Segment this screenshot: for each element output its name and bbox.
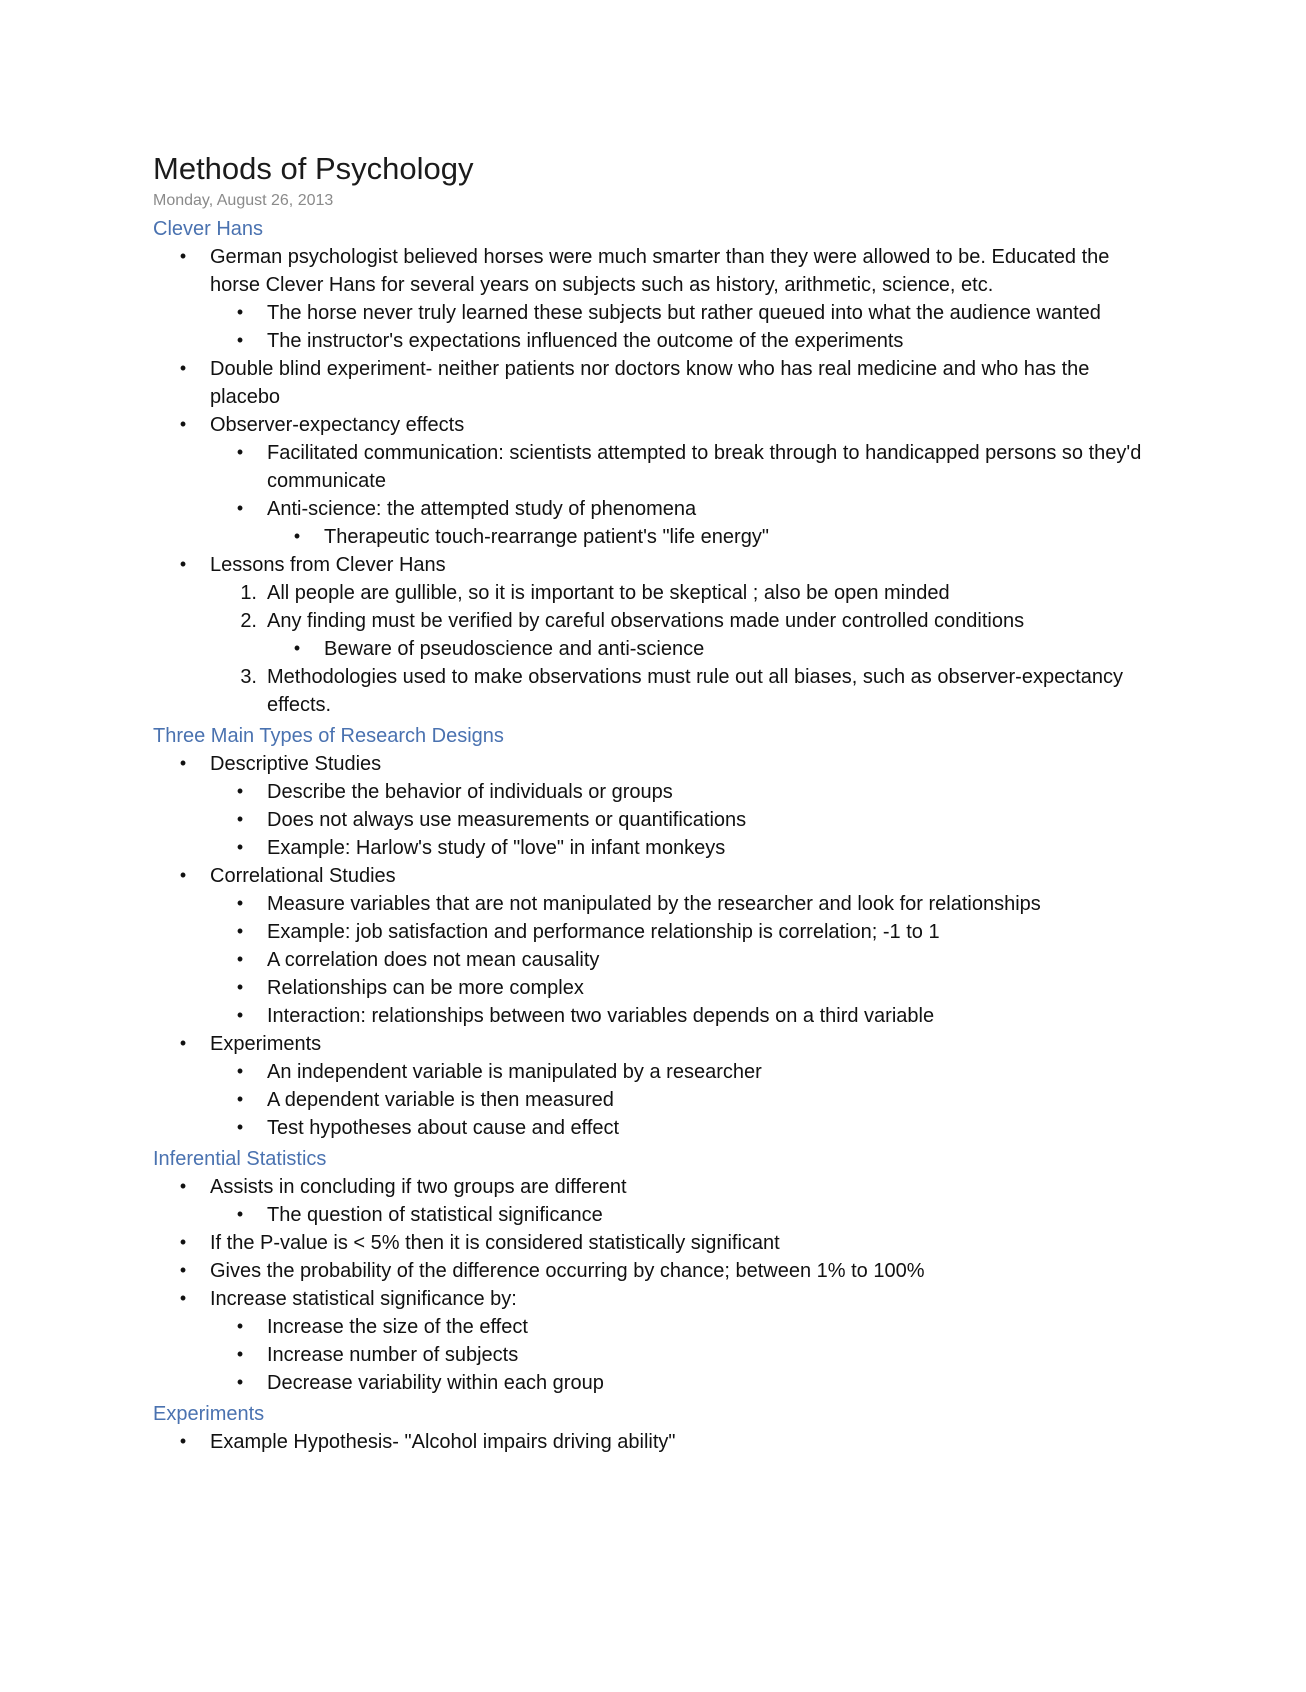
list-item <box>210 1313 1153 1341</box>
list-item-text: Experiments <box>210 1033 322 1055</box>
list-item-text: Gives the probability of the difference occurring by chance; between 1% to 100% <box>210 1260 925 1282</box>
bullet-marker: • <box>236 302 244 322</box>
bullet-marker: • <box>236 1372 244 1392</box>
list-item <box>210 806 1153 834</box>
list-item-text: Correlational Studies <box>210 865 396 887</box>
list-item-text: Any finding must be verified by careful observations made under controlled conditions <box>267 610 1025 632</box>
section-heading: Inferential Statistics <box>153 1148 327 1170</box>
bullet-marker: • <box>293 526 301 546</box>
bullet-marker: • <box>236 1089 244 1109</box>
bullet-marker: • <box>236 1061 244 1081</box>
list-item-text: Increase the size of the effect <box>267 1316 528 1338</box>
bullet-marker: • <box>236 330 244 350</box>
list-item <box>210 495 1153 551</box>
outline-section <box>153 216 1153 719</box>
list-item-text: Methodologies used to make observations must rule out all biases, such as observer-expectancy effects. <box>267 666 1124 716</box>
sections-container <box>153 216 1153 1456</box>
bullet-list <box>210 1201 1153 1229</box>
list-item-text: The question of statistical significance <box>267 1204 603 1226</box>
list-item <box>153 1030 1153 1142</box>
list-item-text: Therapeutic touch-rearrange patient's "life energy" <box>324 526 769 548</box>
list-item <box>153 862 1153 1030</box>
numbered-item <box>210 663 1153 719</box>
page-date: Monday, August 26, 2013 <box>153 192 334 209</box>
list-item <box>153 750 1153 862</box>
list-item <box>210 946 1153 974</box>
page-title: Methods of Psychology <box>153 151 474 186</box>
list-item-text: German psychologist believed horses were much smarter than they were allowed to be. Educated the horse Clever Hans for several years on subjects such as history, arithmetic, science, etc. <box>210 246 1110 296</box>
list-item-text: Increase number of subjects <box>267 1344 519 1366</box>
list-item <box>210 439 1153 495</box>
list-item <box>210 890 1153 918</box>
list-item <box>210 1058 1153 1086</box>
list-item <box>153 1229 1153 1257</box>
bullet-marker: • <box>179 1260 187 1280</box>
list-item-text: All people are gullible, so it is important to be skeptical ; also be open minded <box>267 582 950 604</box>
bullet-marker: • <box>293 638 301 658</box>
document-page <box>153 150 1153 1456</box>
list-item-text: Example: job satisfaction and performance relationship is correlation; -1 to 1 <box>267 921 940 943</box>
list-item-text: Anti-science: the attempted study of phenomena <box>267 498 697 520</box>
section-heading: Three Main Types of Research Designs <box>153 725 504 747</box>
outline-section <box>153 1401 1153 1456</box>
outline-section <box>153 723 1153 1142</box>
list-item-text: Test hypotheses about cause and effect <box>267 1117 620 1139</box>
numbered-item <box>210 579 1153 607</box>
list-item-text: Example Hypothesis- "Alcohol impairs driving ability" <box>210 1431 676 1453</box>
list-item <box>267 523 1153 551</box>
list-item <box>153 411 1153 551</box>
bullet-list <box>210 1313 1153 1397</box>
numbered-list <box>210 579 1153 719</box>
list-item <box>153 1173 1153 1229</box>
list-item <box>210 327 1153 355</box>
bullet-marker: • <box>179 414 187 434</box>
list-item <box>210 834 1153 862</box>
outline-section <box>153 1146 1153 1397</box>
list-item-text: Descriptive Studies <box>210 753 382 775</box>
bullet-marker: • <box>236 977 244 997</box>
bullet-marker: • <box>179 554 187 574</box>
bullet-list <box>153 1428 1153 1456</box>
bullet-marker: • <box>179 1431 187 1451</box>
bullet-list <box>210 778 1153 862</box>
list-item-text: Beware of pseudoscience and anti-science <box>324 638 705 660</box>
item-number: 1. <box>240 582 257 604</box>
bullet-marker: • <box>236 1316 244 1336</box>
bullet-marker: • <box>179 1033 187 1053</box>
list-item <box>210 1086 1153 1114</box>
bullet-list <box>153 1173 1153 1397</box>
bullet-marker: • <box>179 1176 187 1196</box>
bullet-list <box>153 243 1153 719</box>
list-item-text: A correlation does not mean causality <box>267 949 600 971</box>
bullet-list <box>210 1058 1153 1142</box>
list-item <box>210 778 1153 806</box>
section-heading: Experiments <box>153 1403 265 1425</box>
list-item-text: Facilitated communication: scientists attempted to break through to handicapped persons so they'd communicate <box>267 442 1142 492</box>
list-item-text: Assists in concluding if two groups are different <box>210 1176 627 1198</box>
list-item <box>153 1285 1153 1397</box>
item-number: 2. <box>240 610 257 632</box>
list-item-text: If the P-value is < 5% then it is considered statistically significant <box>210 1232 780 1254</box>
bullet-list <box>267 523 1153 551</box>
list-item <box>210 1369 1153 1397</box>
list-item-text: An independent variable is manipulated by a researcher <box>267 1061 762 1083</box>
bullet-marker: • <box>236 1344 244 1364</box>
bullet-marker: • <box>236 1005 244 1025</box>
list-item <box>210 1341 1153 1369</box>
list-item-text: Describe the behavior of individuals or groups <box>267 781 673 803</box>
list-item <box>153 243 1153 355</box>
bullet-marker: • <box>236 809 244 829</box>
bullet-marker: • <box>179 865 187 885</box>
list-item-text: Relationships can be more complex <box>267 977 584 999</box>
bullet-marker: • <box>236 1204 244 1224</box>
bullet-marker: • <box>179 246 187 266</box>
item-number: 3. <box>240 666 257 688</box>
bullet-marker: • <box>236 893 244 913</box>
list-item-text: Example: Harlow's study of "love" in infant monkeys <box>267 837 726 859</box>
list-item-text: The horse never truly learned these subjects but rather queued into what the audience wanted <box>267 302 1101 324</box>
list-item <box>153 1257 1153 1285</box>
list-item-text: Measure variables that are not manipulated by the researcher and look for relationships <box>267 893 1041 915</box>
list-item-text: Decrease variability within each group <box>267 1372 604 1394</box>
list-item <box>153 1428 1153 1456</box>
list-item <box>210 974 1153 1002</box>
list-item <box>210 1201 1153 1229</box>
list-item <box>210 1114 1153 1142</box>
bullet-marker: • <box>236 837 244 857</box>
list-item-text: The instructor's expectations influenced the outcome of the experiments <box>267 330 904 352</box>
list-item-text: Interaction: relationships between two variables depends on a third variable <box>267 1005 935 1027</box>
numbered-item <box>210 607 1153 663</box>
bullet-list <box>210 439 1153 551</box>
list-item <box>153 355 1153 411</box>
bullet-marker: • <box>236 949 244 969</box>
bullet-marker: • <box>236 442 244 462</box>
bullet-marker: • <box>236 1117 244 1137</box>
list-item <box>210 1002 1153 1030</box>
bullet-marker: • <box>236 781 244 801</box>
bullet-list <box>210 890 1153 1030</box>
bullet-marker: • <box>179 753 187 773</box>
bullet-list <box>210 299 1153 355</box>
list-item-text: Increase statistical significance by: <box>210 1288 517 1310</box>
bullet-marker: • <box>236 498 244 518</box>
list-item-text: Double blind experiment- neither patients nor doctors know who has real medicine and who has the placebo <box>210 358 1090 408</box>
list-item <box>210 299 1153 327</box>
list-item <box>267 635 1153 663</box>
list-item-text: Lessons from Clever Hans <box>210 554 446 576</box>
bullet-list <box>267 635 1153 663</box>
list-item <box>153 551 1153 719</box>
bullet-marker: • <box>179 358 187 378</box>
list-item-text: A dependent variable is then measured <box>267 1089 614 1111</box>
bullet-marker: • <box>179 1288 187 1308</box>
bullet-marker: • <box>236 921 244 941</box>
bullet-marker: • <box>179 1232 187 1252</box>
list-item-text: Observer-expectancy effects <box>210 414 465 436</box>
bullet-list <box>153 750 1153 1142</box>
list-item <box>210 918 1153 946</box>
section-heading: Clever Hans <box>153 218 264 240</box>
list-item-text: Does not always use measurements or quantifications <box>267 809 747 831</box>
